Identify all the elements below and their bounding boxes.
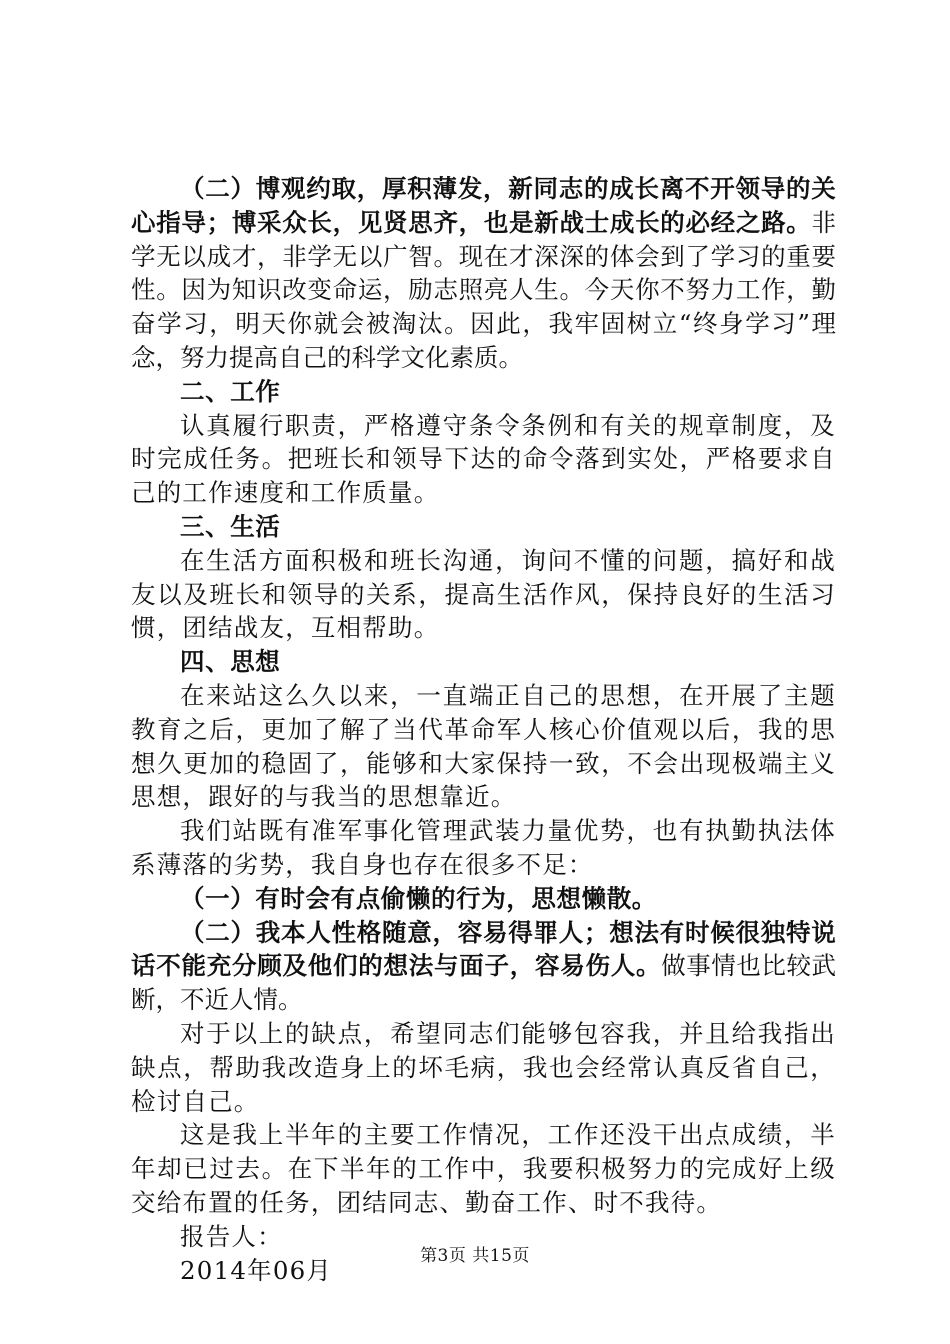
heading-work: 二、工作 [180,376,281,406]
reporter-label: 报告人： [180,1221,283,1251]
paragraph-shortcoming-2-text: 做事情也比较武断，不近人情。 [131,951,837,1015]
paragraph-work: 认真履行职责，严格遵守条令条例和有关的规章制度，及时完成任务。把班长和领导下达的命令落到实处，严格要求自己的工作速度和工作质量。 [131,410,836,508]
paragraph-summary: 这是我上半年的主要工作情况，工作还没干出点成绩，半年却已过去。在下半年的工作中，我要积极努力的完成好上级交给布置的任务，团结同志、勤奋工作、时不我待。 [131,1120,836,1217]
heading-shortcoming-1: （一）有时会有点偷懒的行为，思想懒散。 [180,883,657,913]
paragraph-shortcoming-2 [131,916,836,1017]
heading-thought: 四、思想 [180,647,281,677]
paragraph-life: 在生活方面积极和班长沟通，询问不懂的问题，搞好和战友以及班长和领导的关系，提高生活作风，保持良好的生活习惯，团结战友，互相帮助。 [131,545,836,643]
paragraph-study [131,172,836,375]
report-date: 2014年06月 [180,1255,333,1285]
paragraph-study-bold: （二）博观约取，厚积薄发，新同志的成长离不开领导的关心指导；博采众长，见贤思齐，也是新战士成长的必经之路。 [131,174,836,237]
heading-life: 三、生活 [180,511,281,541]
paragraph-study-text: 非学无以成才，非学无以广智。现在才深深的体会到了学习的重要性。因为知识改变命运，励志照亮人生。今天你不努力工作，勤奋学习，明天你就会被淘汰。因此，我牢固树立“终身学习”理念，努力提高自己的科学文化素质。 [131,207,836,372]
paragraph-shortcomings-intro: 我们站既有准军事化管理武装力量优势，也有执勤执法体系薄落的劣势，我自身也存在很多不足： [131,816,836,879]
paragraph-thought: 在来站这么久以来，一直端正自己的思想，在开展了主题教育之后，更加了解了当代革命军人核心价值观以后，我的思想久更加的稳固了，能够和大家保持一致，不会出现极端主义思想，跟好的与我当的思想靠近。 [131,680,836,812]
paragraph-shortcoming-2-bold: （二）我本人性格随意，容易得罪人；想法有时候很独特说话不能充分顾及他们的想法与面子，容易伤人。 [131,917,836,981]
paragraph-tolerance: 对于以上的缺点，希望同志们能够包容我，并且给我指出缺点，帮助我改造身上的坏毛病，我也会经常认真反省自己，检讨自己。 [131,1018,836,1116]
document-body [131,172,836,1287]
page-footer: 第3页 共15页 [420,1246,530,1266]
